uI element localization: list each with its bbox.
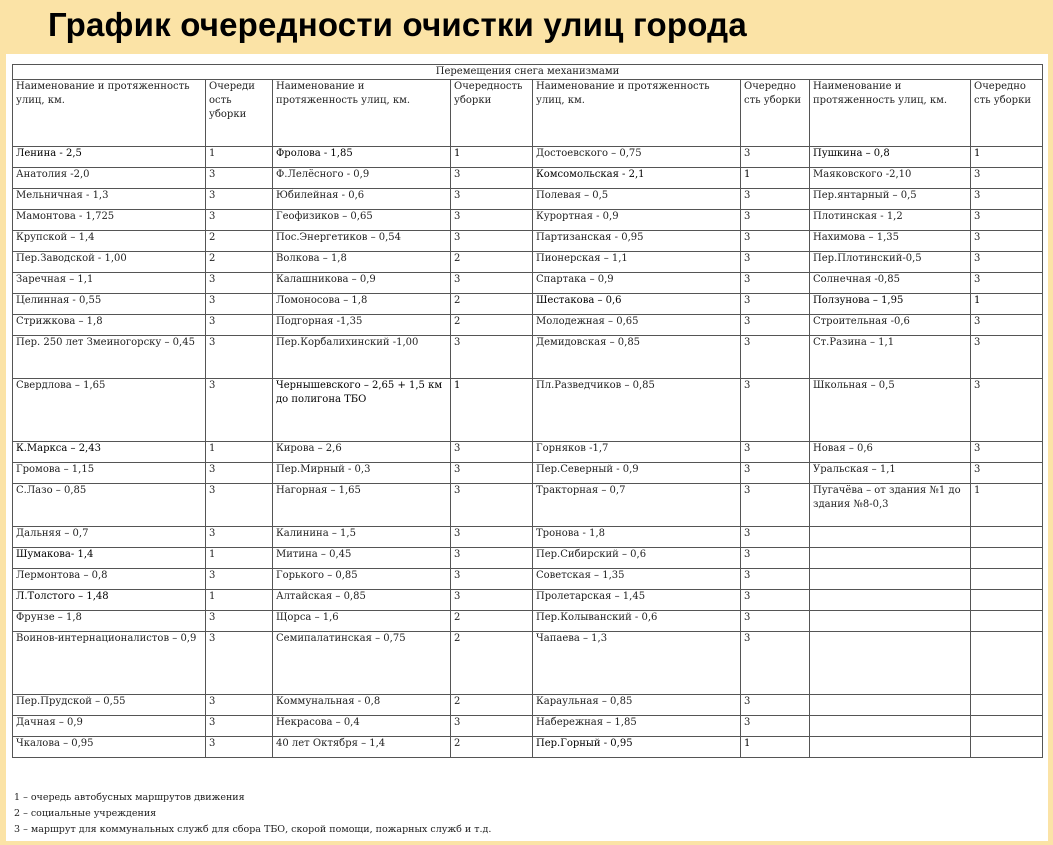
street-cell: Громова – 1,15 xyxy=(13,463,206,484)
street-cell: Школьная – 0,5 xyxy=(810,379,971,442)
table-row xyxy=(13,527,1043,548)
priority-cell: 3 xyxy=(741,294,810,315)
priority-cell: 3 xyxy=(971,273,1043,294)
priority-cell: 1 xyxy=(971,147,1043,168)
priority-cell xyxy=(971,569,1043,590)
priority-cell: 3 xyxy=(741,315,810,336)
street-cell xyxy=(810,611,971,632)
priority-cell: 3 xyxy=(206,737,273,758)
street-cell: Калинина – 1,5 xyxy=(273,527,451,548)
priority-cell: 3 xyxy=(971,189,1043,210)
priority-cell: 3 xyxy=(206,294,273,315)
street-cell: Митина – 0,45 xyxy=(273,548,451,569)
priority-cell: 2 xyxy=(451,252,533,273)
street-cell: С.Лазо – 0,85 xyxy=(13,484,206,527)
street-cell: Чкалова – 0,95 xyxy=(13,737,206,758)
street-cell: Курортная - 0,9 xyxy=(533,210,741,231)
priority-cell: 3 xyxy=(971,315,1043,336)
street-cell: Пер.Сибирский – 0,6 xyxy=(533,548,741,569)
street-cell xyxy=(810,716,971,737)
street-cell: Подгорная -1,35 xyxy=(273,315,451,336)
street-cell: Новая – 0,6 xyxy=(810,442,971,463)
street-cell: Пос.Энергетиков – 0,54 xyxy=(273,231,451,252)
table-row xyxy=(13,315,1043,336)
street-cell: Дачная – 0,9 xyxy=(13,716,206,737)
street-cell: Пер.Горный - 0,95 xyxy=(533,737,741,758)
table-row xyxy=(13,252,1043,273)
cleaning-schedule-table xyxy=(12,64,1043,758)
street-cell: Пер. 250 лет Змеиногорску – 0,45 xyxy=(13,336,206,379)
street-cell: Шумакова- 1,4 xyxy=(13,548,206,569)
priority-cell: 1 xyxy=(741,168,810,189)
page-title: График очередности очистки улиц города xyxy=(48,6,747,43)
priority-cell: 3 xyxy=(741,569,810,590)
street-cell: Л.Толстого – 1,48 xyxy=(13,590,206,611)
street-cell: Ломоносова – 1,8 xyxy=(273,294,451,315)
priority-cell: 1 xyxy=(206,147,273,168)
street-cell: Горького – 0,85 xyxy=(273,569,451,590)
street-cell: Фрунзе – 1,8 xyxy=(13,611,206,632)
priority-cell: 3 xyxy=(206,527,273,548)
priority-cell: 3 xyxy=(971,442,1043,463)
priority-cell: 3 xyxy=(741,379,810,442)
street-cell: Юбилейная - 0,6 xyxy=(273,189,451,210)
table-row xyxy=(13,716,1043,737)
table-row xyxy=(13,548,1043,569)
street-cell: Чернышевского – 2,65 + 1,5 км до полигона ТБО xyxy=(273,379,451,442)
priority-cell: 3 xyxy=(451,168,533,189)
table-body xyxy=(13,147,1043,758)
priority-cell: 3 xyxy=(741,548,810,569)
table-row xyxy=(13,695,1043,716)
priority-cell: 3 xyxy=(206,632,273,695)
street-cell xyxy=(810,632,971,695)
street-cell: Шестакова – 0,6 xyxy=(533,294,741,315)
note-2: 2 – социальные учреждения xyxy=(14,808,157,819)
street-cell xyxy=(810,569,971,590)
street-cell: Ползунова – 1,95 xyxy=(810,294,971,315)
street-cell: Партизанская - 0,95 xyxy=(533,231,741,252)
priority-cell: 3 xyxy=(206,168,273,189)
street-cell: Пл.Разведчиков – 0,85 xyxy=(533,379,741,442)
priority-cell: 3 xyxy=(741,632,810,695)
priority-cell: 3 xyxy=(741,484,810,527)
street-cell xyxy=(810,527,971,548)
priority-cell: 3 xyxy=(451,336,533,379)
street-cell: Калашникова – 0,9 xyxy=(273,273,451,294)
street-cell: Пер.Прудской – 0,55 xyxy=(13,695,206,716)
priority-cell: 3 xyxy=(451,463,533,484)
priority-cell: 3 xyxy=(971,231,1043,252)
street-cell: Плотинская - 1,2 xyxy=(810,210,971,231)
priority-cell: 3 xyxy=(206,611,273,632)
priority-cell: 3 xyxy=(971,252,1043,273)
priority-cell xyxy=(971,695,1043,716)
priority-cell: 3 xyxy=(206,484,273,527)
table-row xyxy=(13,147,1043,168)
street-cell: Мельничная - 1,3 xyxy=(13,189,206,210)
priority-cell: 3 xyxy=(206,463,273,484)
table-row xyxy=(13,231,1043,252)
priority-cell: 3 xyxy=(741,716,810,737)
priority-cell xyxy=(971,611,1043,632)
street-cell: Пер.Заводской - 1,00 xyxy=(13,252,206,273)
table-row xyxy=(13,379,1043,442)
street-cell: Нагорная – 1,65 xyxy=(273,484,451,527)
street-cell: Семипалатинская – 0,75 xyxy=(273,632,451,695)
street-cell: Геофизиков – 0,65 xyxy=(273,210,451,231)
priority-cell: 1 xyxy=(971,294,1043,315)
table-row xyxy=(13,611,1043,632)
table-row xyxy=(13,632,1043,695)
street-cell: Пугачёва – от здания №1 до здания №8-0,3 xyxy=(810,484,971,527)
street-cell: 40 лет Октября – 1,4 xyxy=(273,737,451,758)
column-header-street: Наименование и протяженность улиц, км. xyxy=(533,80,741,147)
street-cell: Караульная – 0,85 xyxy=(533,695,741,716)
street-cell: Заречная – 1,1 xyxy=(13,273,206,294)
street-cell: Пролетарская – 1,45 xyxy=(533,590,741,611)
street-cell: Мамонтова - 1,725 xyxy=(13,210,206,231)
priority-cell: 3 xyxy=(971,210,1043,231)
street-cell: Стрижкова – 1,8 xyxy=(13,315,206,336)
priority-cell: 3 xyxy=(206,315,273,336)
header-row xyxy=(13,80,1043,147)
street-cell: Строительная -0,6 xyxy=(810,315,971,336)
priority-cell xyxy=(971,527,1043,548)
priority-cell: 2 xyxy=(206,252,273,273)
legend-notes xyxy=(14,790,491,838)
street-cell: Крупской – 1,4 xyxy=(13,231,206,252)
priority-cell: 2 xyxy=(451,315,533,336)
priority-cell: 3 xyxy=(451,231,533,252)
street-cell: Демидовская – 0,85 xyxy=(533,336,741,379)
priority-cell: 2 xyxy=(451,632,533,695)
table-row xyxy=(13,168,1043,189)
priority-cell xyxy=(971,548,1043,569)
priority-cell: 1 xyxy=(971,484,1043,527)
priority-cell: 3 xyxy=(971,379,1043,442)
street-cell: Пушкина – 0,8 xyxy=(810,147,971,168)
street-cell: Полевая – 0,5 xyxy=(533,189,741,210)
street-cell: Советская – 1,35 xyxy=(533,569,741,590)
column-header-street: Наименование и протяженность улиц, км. xyxy=(273,80,451,147)
table-row xyxy=(13,210,1043,231)
priority-cell: 2 xyxy=(451,737,533,758)
priority-cell: 2 xyxy=(451,695,533,716)
priority-cell: 3 xyxy=(206,189,273,210)
street-cell: Воинов-интернационалистов – 0,9 xyxy=(13,632,206,695)
priority-cell: 3 xyxy=(206,716,273,737)
street-cell: Пер.янтарный – 0,5 xyxy=(810,189,971,210)
document-sheet xyxy=(6,54,1048,841)
table-caption: Перемещения снега механизмами xyxy=(13,65,1043,80)
table-row xyxy=(13,189,1043,210)
priority-cell: 3 xyxy=(741,336,810,379)
street-cell: Свердлова – 1,65 xyxy=(13,379,206,442)
column-header-priority: Очереди ость уборки xyxy=(206,80,273,147)
street-cell: Тракторная – 0,7 xyxy=(533,484,741,527)
column-header-priority: Очередность уборки xyxy=(451,80,533,147)
street-cell xyxy=(810,590,971,611)
table-row xyxy=(13,442,1043,463)
priority-cell: 3 xyxy=(206,569,273,590)
priority-cell: 1 xyxy=(451,379,533,442)
street-cell: Уральская – 1,1 xyxy=(810,463,971,484)
priority-cell: 3 xyxy=(741,189,810,210)
street-cell: Фролова - 1,85 xyxy=(273,147,451,168)
priority-cell: 1 xyxy=(206,442,273,463)
street-cell: Горняков -1,7 xyxy=(533,442,741,463)
priority-cell: 3 xyxy=(451,442,533,463)
street-cell: Волкова – 1,8 xyxy=(273,252,451,273)
priority-cell: 3 xyxy=(451,569,533,590)
street-cell: Пер.Плотинский-0,5 xyxy=(810,252,971,273)
priority-cell: 3 xyxy=(741,273,810,294)
priority-cell: 3 xyxy=(741,252,810,273)
street-cell: Кирова – 2,6 xyxy=(273,442,451,463)
street-cell: Солнечная -0,85 xyxy=(810,273,971,294)
table-row xyxy=(13,294,1043,315)
priority-cell: 3 xyxy=(451,548,533,569)
priority-cell: 3 xyxy=(741,442,810,463)
priority-cell: 2 xyxy=(451,294,533,315)
priority-cell: 3 xyxy=(971,463,1043,484)
street-cell: Некрасова – 0,4 xyxy=(273,716,451,737)
priority-cell: 3 xyxy=(206,379,273,442)
priority-cell: 1 xyxy=(741,737,810,758)
priority-cell: 3 xyxy=(971,168,1043,189)
priority-cell: 3 xyxy=(741,210,810,231)
street-cell: Ф.Лелёсного - 0,9 xyxy=(273,168,451,189)
street-cell: Тронова - 1,8 xyxy=(533,527,741,548)
street-cell: Маяковского -2,10 xyxy=(810,168,971,189)
street-cell xyxy=(810,548,971,569)
column-header-priority: Очередно сть уборки xyxy=(741,80,810,147)
table-row xyxy=(13,484,1043,527)
table-row xyxy=(13,737,1043,758)
column-header-street: Наименование и протяженность улиц, км. xyxy=(13,80,206,147)
street-cell: Анатолия -2,0 xyxy=(13,168,206,189)
priority-cell: 3 xyxy=(451,189,533,210)
table-row xyxy=(13,590,1043,611)
street-cell: Дальняя – 0,7 xyxy=(13,527,206,548)
priority-cell xyxy=(971,737,1043,758)
priority-cell xyxy=(971,632,1043,695)
street-cell: Нахимова – 1,35 xyxy=(810,231,971,252)
street-cell: Набережная – 1,85 xyxy=(533,716,741,737)
priority-cell: 3 xyxy=(206,210,273,231)
street-cell: Пер.Корбалихинский -1,00 xyxy=(273,336,451,379)
priority-cell: 3 xyxy=(451,527,533,548)
priority-cell: 3 xyxy=(451,273,533,294)
priority-cell: 3 xyxy=(206,695,273,716)
street-cell: Лермонтова – 0,8 xyxy=(13,569,206,590)
street-cell: Ленина - 2,5 xyxy=(13,147,206,168)
priority-cell: 1 xyxy=(206,590,273,611)
street-cell: Спартака – 0,9 xyxy=(533,273,741,294)
priority-cell: 3 xyxy=(741,231,810,252)
priority-cell: 3 xyxy=(451,716,533,737)
street-cell: Чапаева – 1,3 xyxy=(533,632,741,695)
street-cell: Щорса – 1,6 xyxy=(273,611,451,632)
table-row xyxy=(13,336,1043,379)
street-cell: Пер.Колыванский - 0,6 xyxy=(533,611,741,632)
street-cell: Ст.Разина – 1,1 xyxy=(810,336,971,379)
column-header-priority: Очередно сть уборки xyxy=(971,80,1043,147)
priority-cell xyxy=(971,590,1043,611)
street-cell: К.Маркса – 2,43 xyxy=(13,442,206,463)
street-cell: Достоевского – 0,75 xyxy=(533,147,741,168)
street-cell: Молодежная – 0,65 xyxy=(533,315,741,336)
priority-cell: 3 xyxy=(741,590,810,611)
priority-cell: 3 xyxy=(451,590,533,611)
priority-cell: 2 xyxy=(206,231,273,252)
note-3: 3 – маршрут для коммунальных служб для сбора ТБО, скорой помощи, пожарных служб и т.д. xyxy=(14,824,492,835)
priority-cell: 3 xyxy=(971,336,1043,379)
street-cell: Алтайская – 0,85 xyxy=(273,590,451,611)
street-cell: Комсомольская - 2,1 xyxy=(533,168,741,189)
priority-cell: 3 xyxy=(206,273,273,294)
priority-cell: 3 xyxy=(741,463,810,484)
priority-cell: 3 xyxy=(451,484,533,527)
priority-cell: 3 xyxy=(741,695,810,716)
column-header-street: Наименование и протяженность улиц, км. xyxy=(810,80,971,147)
priority-cell: 3 xyxy=(451,210,533,231)
priority-cell: 1 xyxy=(206,548,273,569)
street-cell: Пионерская – 1,1 xyxy=(533,252,741,273)
table-row xyxy=(13,569,1043,590)
priority-cell: 3 xyxy=(206,336,273,379)
table-row xyxy=(13,273,1043,294)
street-cell: Целинная - 0,55 xyxy=(13,294,206,315)
street-cell xyxy=(810,737,971,758)
priority-cell: 3 xyxy=(741,147,810,168)
street-cell: Коммунальная - 0,8 xyxy=(273,695,451,716)
note-1: 1 – очередь автобусных маршрутов движения xyxy=(14,792,245,803)
priority-cell xyxy=(971,716,1043,737)
street-cell: Пер.Северный - 0,9 xyxy=(533,463,741,484)
table-row xyxy=(13,463,1043,484)
priority-cell: 1 xyxy=(451,147,533,168)
priority-cell: 3 xyxy=(741,611,810,632)
priority-cell: 2 xyxy=(451,611,533,632)
street-cell: Пер.Мирный - 0,3 xyxy=(273,463,451,484)
priority-cell: 3 xyxy=(741,527,810,548)
street-cell xyxy=(810,695,971,716)
